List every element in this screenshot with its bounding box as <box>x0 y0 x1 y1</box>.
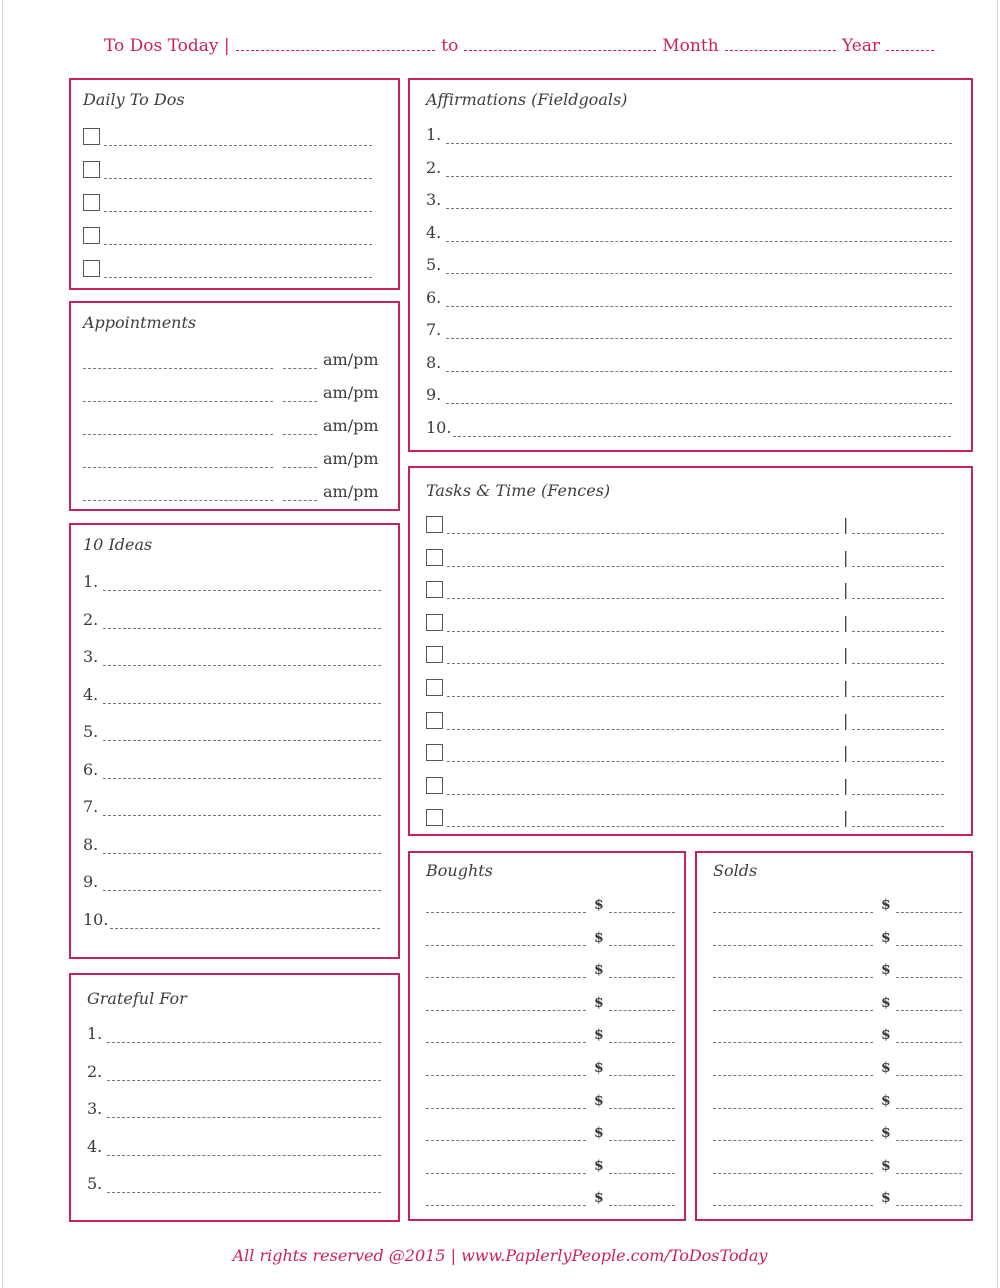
item-number: 5. <box>87 1174 103 1193</box>
affirmations-section <box>408 78 973 452</box>
todo-entry-line[interactable] <box>104 265 372 278</box>
bought-row-item-line[interactable] <box>426 1128 586 1141</box>
task-row <box>426 610 944 632</box>
affirmation <box>426 155 952 177</box>
header-year-label: Year <box>841 36 881 56</box>
bought-row <box>426 1119 675 1141</box>
item-number: 9. <box>426 385 442 404</box>
page-edge-right <box>997 0 998 1288</box>
dollar-sign: $ <box>881 1092 891 1109</box>
affirmation <box>426 317 952 339</box>
sold-row-amount-line[interactable] <box>896 1161 962 1174</box>
appointment-entry-line[interactable] <box>83 389 273 402</box>
dollar-sign: $ <box>881 994 891 1011</box>
appointment-time-line[interactable] <box>283 455 317 468</box>
ampm-label: am/pm <box>323 449 379 468</box>
dollar-sign: $ <box>594 897 604 913</box>
idea <box>83 907 380 929</box>
daily-todo-row <box>83 157 372 179</box>
bought-row-item-line[interactable] <box>426 965 586 978</box>
idea <box>83 757 381 779</box>
idea-line[interactable] <box>103 691 381 704</box>
todo-entry-line[interactable] <box>104 133 372 146</box>
task-checkbox[interactable] <box>426 581 443 598</box>
todo-checkbox[interactable] <box>83 128 100 145</box>
affirmation-line[interactable] <box>446 326 952 339</box>
idea <box>83 569 381 591</box>
task-time-line[interactable] <box>852 814 944 827</box>
bought-row-item-line[interactable] <box>426 998 586 1011</box>
item-number: 3. <box>87 1099 103 1118</box>
dollar-sign: $ <box>881 929 891 946</box>
affirmation-line[interactable] <box>446 196 952 209</box>
affirmation <box>426 122 952 144</box>
dollar-sign: $ <box>594 1125 604 1142</box>
sold-row-item-line[interactable] <box>713 900 873 913</box>
bought-row-amount-line[interactable] <box>609 1030 675 1043</box>
task-entry-line[interactable] <box>447 619 839 632</box>
sold-row-item-line[interactable] <box>713 1193 873 1206</box>
sold-row <box>713 1152 962 1174</box>
sold-row-amount-line[interactable] <box>896 1096 962 1109</box>
bought-row-item-line[interactable] <box>426 1063 586 1076</box>
task-row <box>426 642 944 664</box>
item-number: 8. <box>83 834 99 854</box>
grateful-item-line[interactable] <box>107 1143 381 1156</box>
bought-row-amount-line[interactable] <box>609 1161 675 1174</box>
bought-row-amount-line[interactable] <box>609 1096 675 1109</box>
affirmation-line[interactable] <box>446 294 952 307</box>
sold-row <box>713 1021 962 1043</box>
dollar-sign: $ <box>881 962 891 979</box>
ideas-section <box>69 523 400 959</box>
appointment-row <box>83 347 379 369</box>
idea <box>83 869 381 891</box>
appointments-title: Appointments <box>83 313 197 332</box>
todo-checkbox[interactable] <box>83 260 100 277</box>
affirmation-line[interactable] <box>446 391 952 404</box>
idea-line[interactable] <box>103 728 381 741</box>
sold-row <box>713 1087 962 1109</box>
sold-row-amount-line[interactable] <box>896 1193 962 1206</box>
sold-row-amount-line[interactable] <box>896 933 962 946</box>
affirmations-title: Affirmations (Fieldgoals) <box>426 90 628 109</box>
task-checkbox[interactable] <box>426 516 443 533</box>
task-row <box>426 512 944 534</box>
task-time-separator: | <box>843 515 849 534</box>
daily-todo-row <box>83 223 372 245</box>
affirmation-line[interactable] <box>446 261 952 274</box>
dollar-sign: $ <box>881 1125 891 1142</box>
sold-row-amount-line[interactable] <box>896 998 962 1011</box>
sold-row <box>713 1184 962 1206</box>
task-time-line[interactable] <box>852 554 944 567</box>
sold-row-amount-line[interactable] <box>896 1030 962 1043</box>
date-to-field[interactable] <box>464 36 656 51</box>
ampm-label: am/pm <box>323 416 379 435</box>
dollar-sign: $ <box>594 1060 604 1076</box>
task-time-line[interactable] <box>852 749 944 762</box>
task-entry-line[interactable] <box>447 684 839 697</box>
affirmation-line[interactable] <box>446 359 952 372</box>
item-number: 9. <box>83 872 99 891</box>
todo-entry-line[interactable] <box>104 232 372 245</box>
ampm-label: am/pm <box>323 482 379 501</box>
sold-row-amount-line[interactable] <box>896 1063 962 1076</box>
affirmation-line[interactable] <box>453 424 951 437</box>
bought-row-amount-line[interactable] <box>609 1063 675 1076</box>
dollar-sign: $ <box>881 1190 891 1207</box>
item-number: 5. <box>426 255 442 274</box>
task-row <box>426 577 944 599</box>
sold-row-item-line[interactable] <box>713 1161 873 1174</box>
task-checkbox[interactable] <box>426 646 443 663</box>
item-number: 10. <box>426 417 452 437</box>
task-time-separator: | <box>843 775 849 795</box>
sold-row-item-line[interactable] <box>713 965 873 978</box>
sold-row <box>713 1119 962 1141</box>
dollar-sign: $ <box>594 1190 604 1207</box>
sold-row-item-line[interactable] <box>713 998 873 1011</box>
sold-row <box>713 1054 962 1076</box>
bought-row <box>426 1054 675 1076</box>
sold-row <box>713 989 962 1011</box>
daily-todos-section <box>69 78 400 290</box>
grateful-item-line[interactable] <box>107 1030 381 1043</box>
dollar-sign: $ <box>594 1027 604 1044</box>
affirmation-line[interactable] <box>446 131 952 144</box>
task-time-separator: | <box>843 547 849 567</box>
item-number: 6. <box>426 287 442 307</box>
task-checkbox[interactable] <box>426 679 443 696</box>
bought-row-item-line[interactable] <box>426 1096 586 1109</box>
daily-todos-title: Daily To Dos <box>83 90 185 109</box>
todo-checkbox[interactable] <box>83 161 100 178</box>
item-number: 6. <box>83 759 99 779</box>
task-row <box>426 545 944 567</box>
bought-row <box>426 891 675 913</box>
item-number: 7. <box>426 320 442 339</box>
bought-row-amount-line[interactable] <box>609 998 675 1011</box>
dollar-sign: $ <box>881 1027 891 1044</box>
item-number: 5. <box>83 722 99 741</box>
header-title: To Dos Today | <box>104 36 230 56</box>
item-number: 1. <box>426 125 442 144</box>
month-field[interactable] <box>725 36 836 51</box>
sold-row-item-line[interactable] <box>713 1030 873 1043</box>
appointment-entry-line[interactable] <box>83 422 273 435</box>
task-entry-line[interactable] <box>447 554 839 567</box>
grateful-item-line[interactable] <box>107 1105 381 1118</box>
item-number: 1. <box>87 1024 103 1043</box>
item-number: 2. <box>87 1061 103 1081</box>
header-to-label: to <box>441 36 459 56</box>
bought-row-item-line[interactable] <box>426 933 586 946</box>
bought-row-amount-line[interactable] <box>609 1193 675 1206</box>
header-month-label: Month <box>662 36 719 56</box>
task-entry-line[interactable] <box>447 814 839 827</box>
footer-copyright: All rights reserved @2015 | www.PaplerlyPeople.com/ToDosToday <box>232 1246 768 1265</box>
daily-todo-row <box>83 256 372 278</box>
item-number: 2. <box>83 609 99 629</box>
task-row <box>426 740 944 762</box>
grateful-item <box>87 1021 381 1043</box>
grateful-title: Grateful For <box>87 989 187 1008</box>
item-number: 3. <box>83 647 99 666</box>
idea <box>83 682 381 704</box>
idea-line[interactable] <box>110 916 380 929</box>
solds-section <box>695 851 973 1221</box>
task-entry-line[interactable] <box>447 586 839 599</box>
task-checkbox[interactable] <box>426 777 443 794</box>
affirmation <box>426 252 952 274</box>
item-number: 4. <box>426 222 442 242</box>
dollar-sign: $ <box>881 897 891 913</box>
task-time-line[interactable] <box>852 521 944 534</box>
bought-row-item-line[interactable] <box>426 1193 586 1206</box>
year-field[interactable] <box>886 36 934 51</box>
task-checkbox[interactable] <box>426 744 443 761</box>
affirmation <box>426 415 951 437</box>
appointment-time-line[interactable] <box>283 488 317 501</box>
bought-row <box>426 1021 675 1043</box>
tasks-section <box>408 466 973 836</box>
item-number: 7. <box>83 797 99 816</box>
dollar-sign: $ <box>594 994 604 1011</box>
sold-row <box>713 924 962 946</box>
tasks-title: Tasks & Time (Fences) <box>426 481 611 500</box>
sold-row-amount-line[interactable] <box>896 965 962 978</box>
task-entry-line[interactable] <box>447 782 839 795</box>
task-row <box>426 708 944 730</box>
item-number: 2. <box>426 157 442 177</box>
appointment-time-line[interactable] <box>283 356 317 369</box>
item-number: 1. <box>83 572 99 591</box>
ideas-title: 10 Ideas <box>83 535 153 554</box>
affirmation <box>426 350 952 372</box>
idea-line[interactable] <box>103 766 381 779</box>
sold-row-amount-line[interactable] <box>896 1128 962 1141</box>
dollar-sign: $ <box>594 1092 604 1109</box>
task-checkbox[interactable] <box>426 549 443 566</box>
page-edge-left <box>2 0 3 1288</box>
grateful-item-line[interactable] <box>107 1180 381 1193</box>
item-number: 4. <box>87 1136 103 1156</box>
bought-row-amount-line[interactable] <box>609 965 675 978</box>
task-time-line[interactable] <box>852 782 944 795</box>
task-row <box>426 805 944 827</box>
bought-row <box>426 924 675 946</box>
task-time-separator: | <box>843 645 849 665</box>
task-time-line[interactable] <box>852 717 944 730</box>
appointment-row <box>83 380 379 402</box>
solds-title: Solds <box>713 861 758 880</box>
idea <box>83 644 381 666</box>
sold-row-item-line[interactable] <box>713 1128 873 1141</box>
idea-line[interactable] <box>103 803 381 816</box>
bought-row-item-line[interactable] <box>426 900 586 913</box>
appointment-row <box>83 413 379 435</box>
dollar-sign: $ <box>594 929 604 946</box>
bought-row <box>426 1152 675 1174</box>
grateful-item <box>87 1171 381 1193</box>
appointment-time-line[interactable] <box>283 389 317 402</box>
task-row <box>426 773 944 795</box>
task-entry-line[interactable] <box>447 717 839 730</box>
task-checkbox[interactable] <box>426 614 443 631</box>
bought-row-item-line[interactable] <box>426 1161 586 1174</box>
grateful-item <box>87 1059 381 1081</box>
todo-entry-line[interactable] <box>104 199 372 212</box>
daily-todo-row <box>83 124 372 146</box>
todo-checkbox[interactable] <box>83 194 100 211</box>
appointment-row <box>83 446 379 468</box>
task-entry-line[interactable] <box>447 749 839 762</box>
task-entry-line[interactable] <box>447 521 839 534</box>
sold-row-item-line[interactable] <box>713 1096 873 1109</box>
bought-row <box>426 1184 675 1206</box>
boughts-section <box>408 851 686 1221</box>
appointment-time-line[interactable] <box>283 422 317 435</box>
item-number: 10. <box>83 909 109 929</box>
task-entry-line[interactable] <box>447 651 839 664</box>
task-time-separator: | <box>843 808 849 828</box>
bought-row <box>426 989 675 1011</box>
idea <box>83 832 381 854</box>
dollar-sign: $ <box>594 1157 604 1174</box>
grateful-section <box>69 973 400 1222</box>
appointment-row <box>83 479 379 501</box>
sold-row-item-line[interactable] <box>713 1063 873 1076</box>
idea <box>83 719 381 741</box>
appointment-entry-line[interactable] <box>83 488 273 501</box>
sold-row <box>713 891 962 913</box>
grateful-item <box>87 1096 381 1118</box>
item-number: 3. <box>426 190 442 209</box>
task-time-separator: | <box>843 612 849 632</box>
affirmation-line[interactable] <box>446 164 952 177</box>
item-number: 4. <box>83 684 99 704</box>
idea <box>83 794 381 816</box>
appointments-section <box>69 301 400 511</box>
appointment-entry-line[interactable] <box>83 356 273 369</box>
bought-row-item-line[interactable] <box>426 1030 586 1043</box>
appointment-entry-line[interactable] <box>83 455 273 468</box>
bought-row-amount-line[interactable] <box>609 933 675 946</box>
sold-row <box>713 956 962 978</box>
sold-row-amount-line[interactable] <box>896 900 962 913</box>
dollar-sign: $ <box>881 1060 891 1076</box>
ampm-label: am/pm <box>323 383 379 402</box>
task-checkbox[interactable] <box>426 712 443 729</box>
idea-line[interactable] <box>103 878 381 891</box>
dollar-sign: $ <box>594 962 604 979</box>
task-time-line[interactable] <box>852 684 944 697</box>
task-checkbox[interactable] <box>426 809 443 826</box>
task-time-separator: | <box>843 710 849 730</box>
affirmation <box>426 285 952 307</box>
idea-line[interactable] <box>103 578 381 591</box>
task-time-separator: | <box>843 678 849 697</box>
affirmation <box>426 187 952 209</box>
todo-checkbox[interactable] <box>83 227 100 244</box>
ampm-label: am/pm <box>323 350 379 369</box>
idea-line[interactable] <box>103 653 381 666</box>
sold-row-item-line[interactable] <box>713 933 873 946</box>
task-time-line[interactable] <box>852 586 944 599</box>
date-from-field[interactable] <box>236 36 436 51</box>
task-time-line[interactable] <box>852 651 944 664</box>
idea-line[interactable] <box>103 616 381 629</box>
affirmation <box>426 220 952 242</box>
daily-todo-row <box>83 190 372 212</box>
bought-row-amount-line[interactable] <box>609 1128 675 1141</box>
bought-row <box>426 956 675 978</box>
task-time-separator: | <box>843 580 849 600</box>
boughts-title: Boughts <box>426 861 493 880</box>
bought-row <box>426 1087 675 1109</box>
todo-entry-line[interactable] <box>104 166 372 179</box>
task-time-line[interactable] <box>852 619 944 632</box>
grateful-item <box>87 1134 381 1156</box>
task-row <box>426 675 944 697</box>
affirmation-line[interactable] <box>446 229 952 242</box>
bought-row-amount-line[interactable] <box>609 900 675 913</box>
planner-header <box>104 36 940 64</box>
grateful-item-line[interactable] <box>107 1068 381 1081</box>
affirmation <box>426 382 952 404</box>
item-number: 8. <box>426 352 442 372</box>
dollar-sign: $ <box>881 1157 891 1174</box>
idea <box>83 607 381 629</box>
idea-line[interactable] <box>103 841 381 854</box>
task-time-separator: | <box>843 743 849 763</box>
